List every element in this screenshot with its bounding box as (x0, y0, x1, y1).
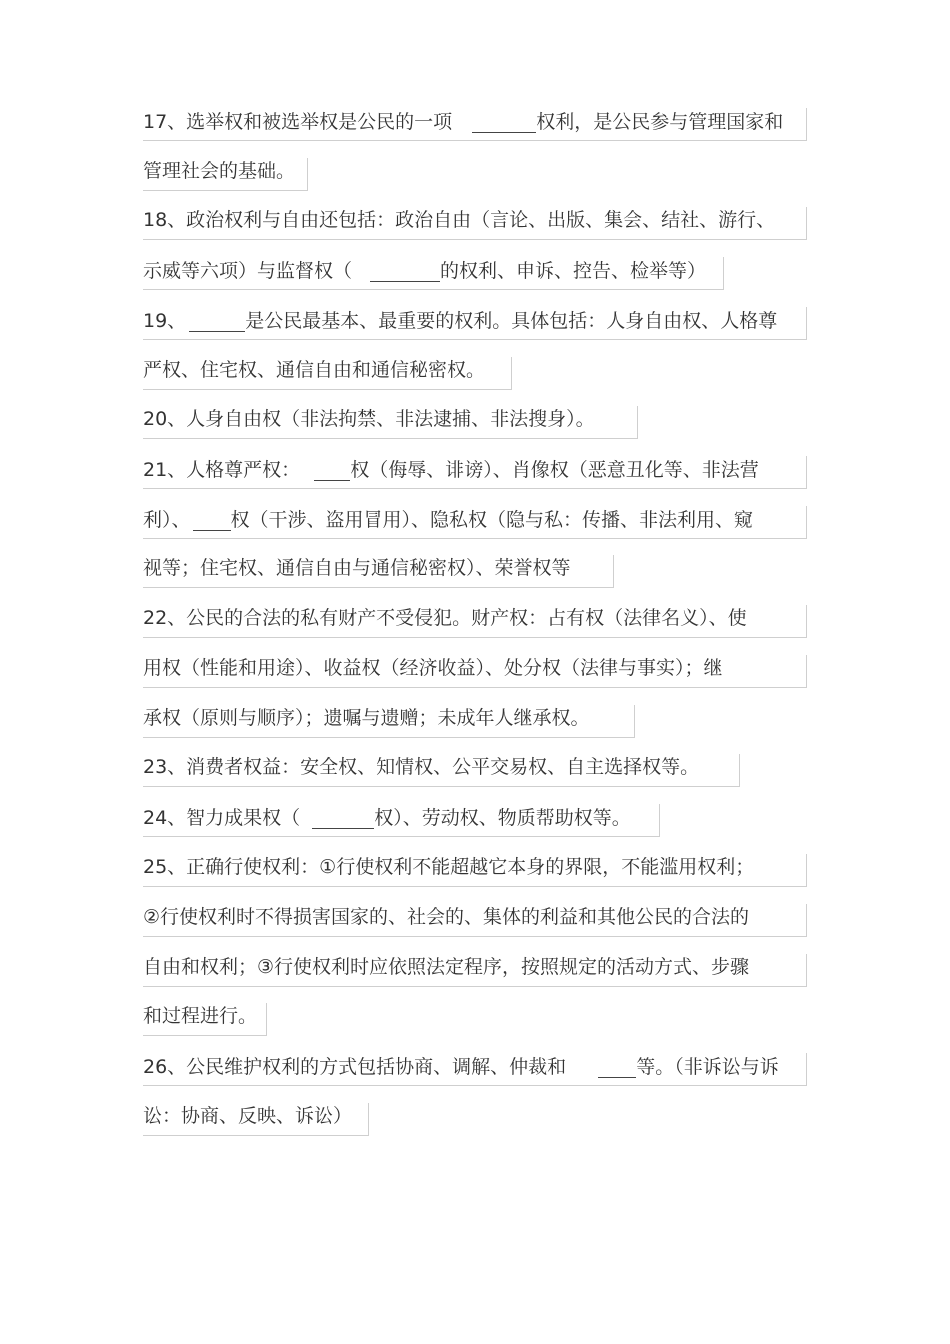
text-segment: 权利，是公民参与管理国家和 (536, 111, 784, 133)
line-26b (143, 1103, 369, 1136)
text-segment: 管理社会的基础。 (143, 160, 296, 182)
text-segment: 17、选举权和被选举权是公民的一项 (143, 111, 453, 133)
fill-blank[interactable] (370, 257, 440, 282)
line-21a (143, 456, 807, 489)
line-21b (143, 506, 807, 539)
line-24 (143, 804, 660, 837)
text-segment: 25、正确行使权利：①行使权利不能超越它本身的界限，不能滥用权利； (143, 856, 755, 878)
text-segment: 18、政治权利与自由还包括：政治自由（言论、出版、集会、结社、游行、 (143, 209, 776, 231)
line-25d (143, 1003, 267, 1036)
fill-blank[interactable] (314, 456, 350, 481)
text-segment: 权）、劳动权、物质帮助权等。 (374, 807, 631, 829)
line-18a (143, 207, 807, 240)
text-segment: 等。（非诉讼与诉 (636, 1056, 779, 1078)
fill-blank[interactable] (472, 108, 536, 133)
text-segment: 示威等六项）与监督权（ (143, 260, 353, 282)
text-segment: 21、人格尊严权： (143, 459, 301, 481)
line-25c (143, 954, 807, 987)
text-segment: 严权、住宅权、通信自由和通信秘密权。 (143, 359, 486, 381)
line-17b (143, 158, 308, 191)
text-segment: 是公民最基本、最重要的权利。具体包括：人身自由权、人格尊 (245, 310, 778, 332)
line-22a (143, 605, 807, 638)
text-segment: 24、智力成果权（ (143, 807, 301, 829)
text-segment: 权（侮辱、诽谤）、肖像权（恶意丑化等、非法营 (350, 459, 759, 481)
text-segment: 利）、 (143, 509, 191, 531)
line-17a (143, 108, 807, 141)
fill-blank[interactable] (193, 506, 231, 531)
line-19b (143, 357, 512, 390)
line-22b (143, 655, 807, 688)
fill-blank[interactable] (189, 307, 245, 332)
line-26a (143, 1053, 807, 1086)
text-segment: ②行使权利时不得损害国家的、社会的、集体的利益和其他公民的合法的 (143, 906, 750, 928)
line-18b (143, 257, 724, 290)
text-segment: 26、公民维护权利的方式包括协商、调解、仲裁和 (143, 1056, 567, 1078)
text-segment: 22、公民的合法的私有财产不受侵犯。财产权：占有权（法律名义）、使 (143, 607, 747, 629)
text-segment: 视等；住宅权、通信自由与通信秘密权）、荣誉权等 (143, 557, 571, 579)
text-segment: 讼：协商、反映、诉讼） (143, 1105, 353, 1127)
line-25a (143, 854, 807, 887)
text-segment: 自由和权利；③行使权利时应依照法定程序，按照规定的活动方式、步骤 (143, 956, 750, 978)
line-25b (143, 904, 807, 937)
text-segment: 19、 (143, 310, 187, 332)
text-segment: 和过程进行。 (143, 1005, 258, 1027)
text-segment: 20、人身自由权（非法拘禁、非法逮捕、非法搜身）。 (143, 408, 595, 430)
line-20 (143, 406, 638, 439)
fill-blank[interactable] (312, 804, 374, 829)
line-19a (143, 307, 807, 340)
text-segment: 23、消费者权益：安全权、知情权、公平交易权、自主选择权等。 (143, 756, 700, 778)
text-segment: 用权（性能和用途）、收益权（经济收益）、处分权（法律与事实）；继 (143, 657, 723, 679)
line-23 (143, 754, 740, 787)
text-segment: 权（干涉、盗用冒用）、隐私权（隐与私：传播、非法利用、窥 (230, 509, 754, 531)
fill-blank[interactable] (598, 1053, 636, 1078)
text-segment: 的权利、申诉、控告、检举等） (440, 260, 707, 282)
line-22c (143, 705, 635, 738)
line-21c (143, 555, 614, 588)
text-segment: 承权（原则与顺序）；遗嘱与遗赠；未成年人继承权。 (143, 707, 590, 729)
